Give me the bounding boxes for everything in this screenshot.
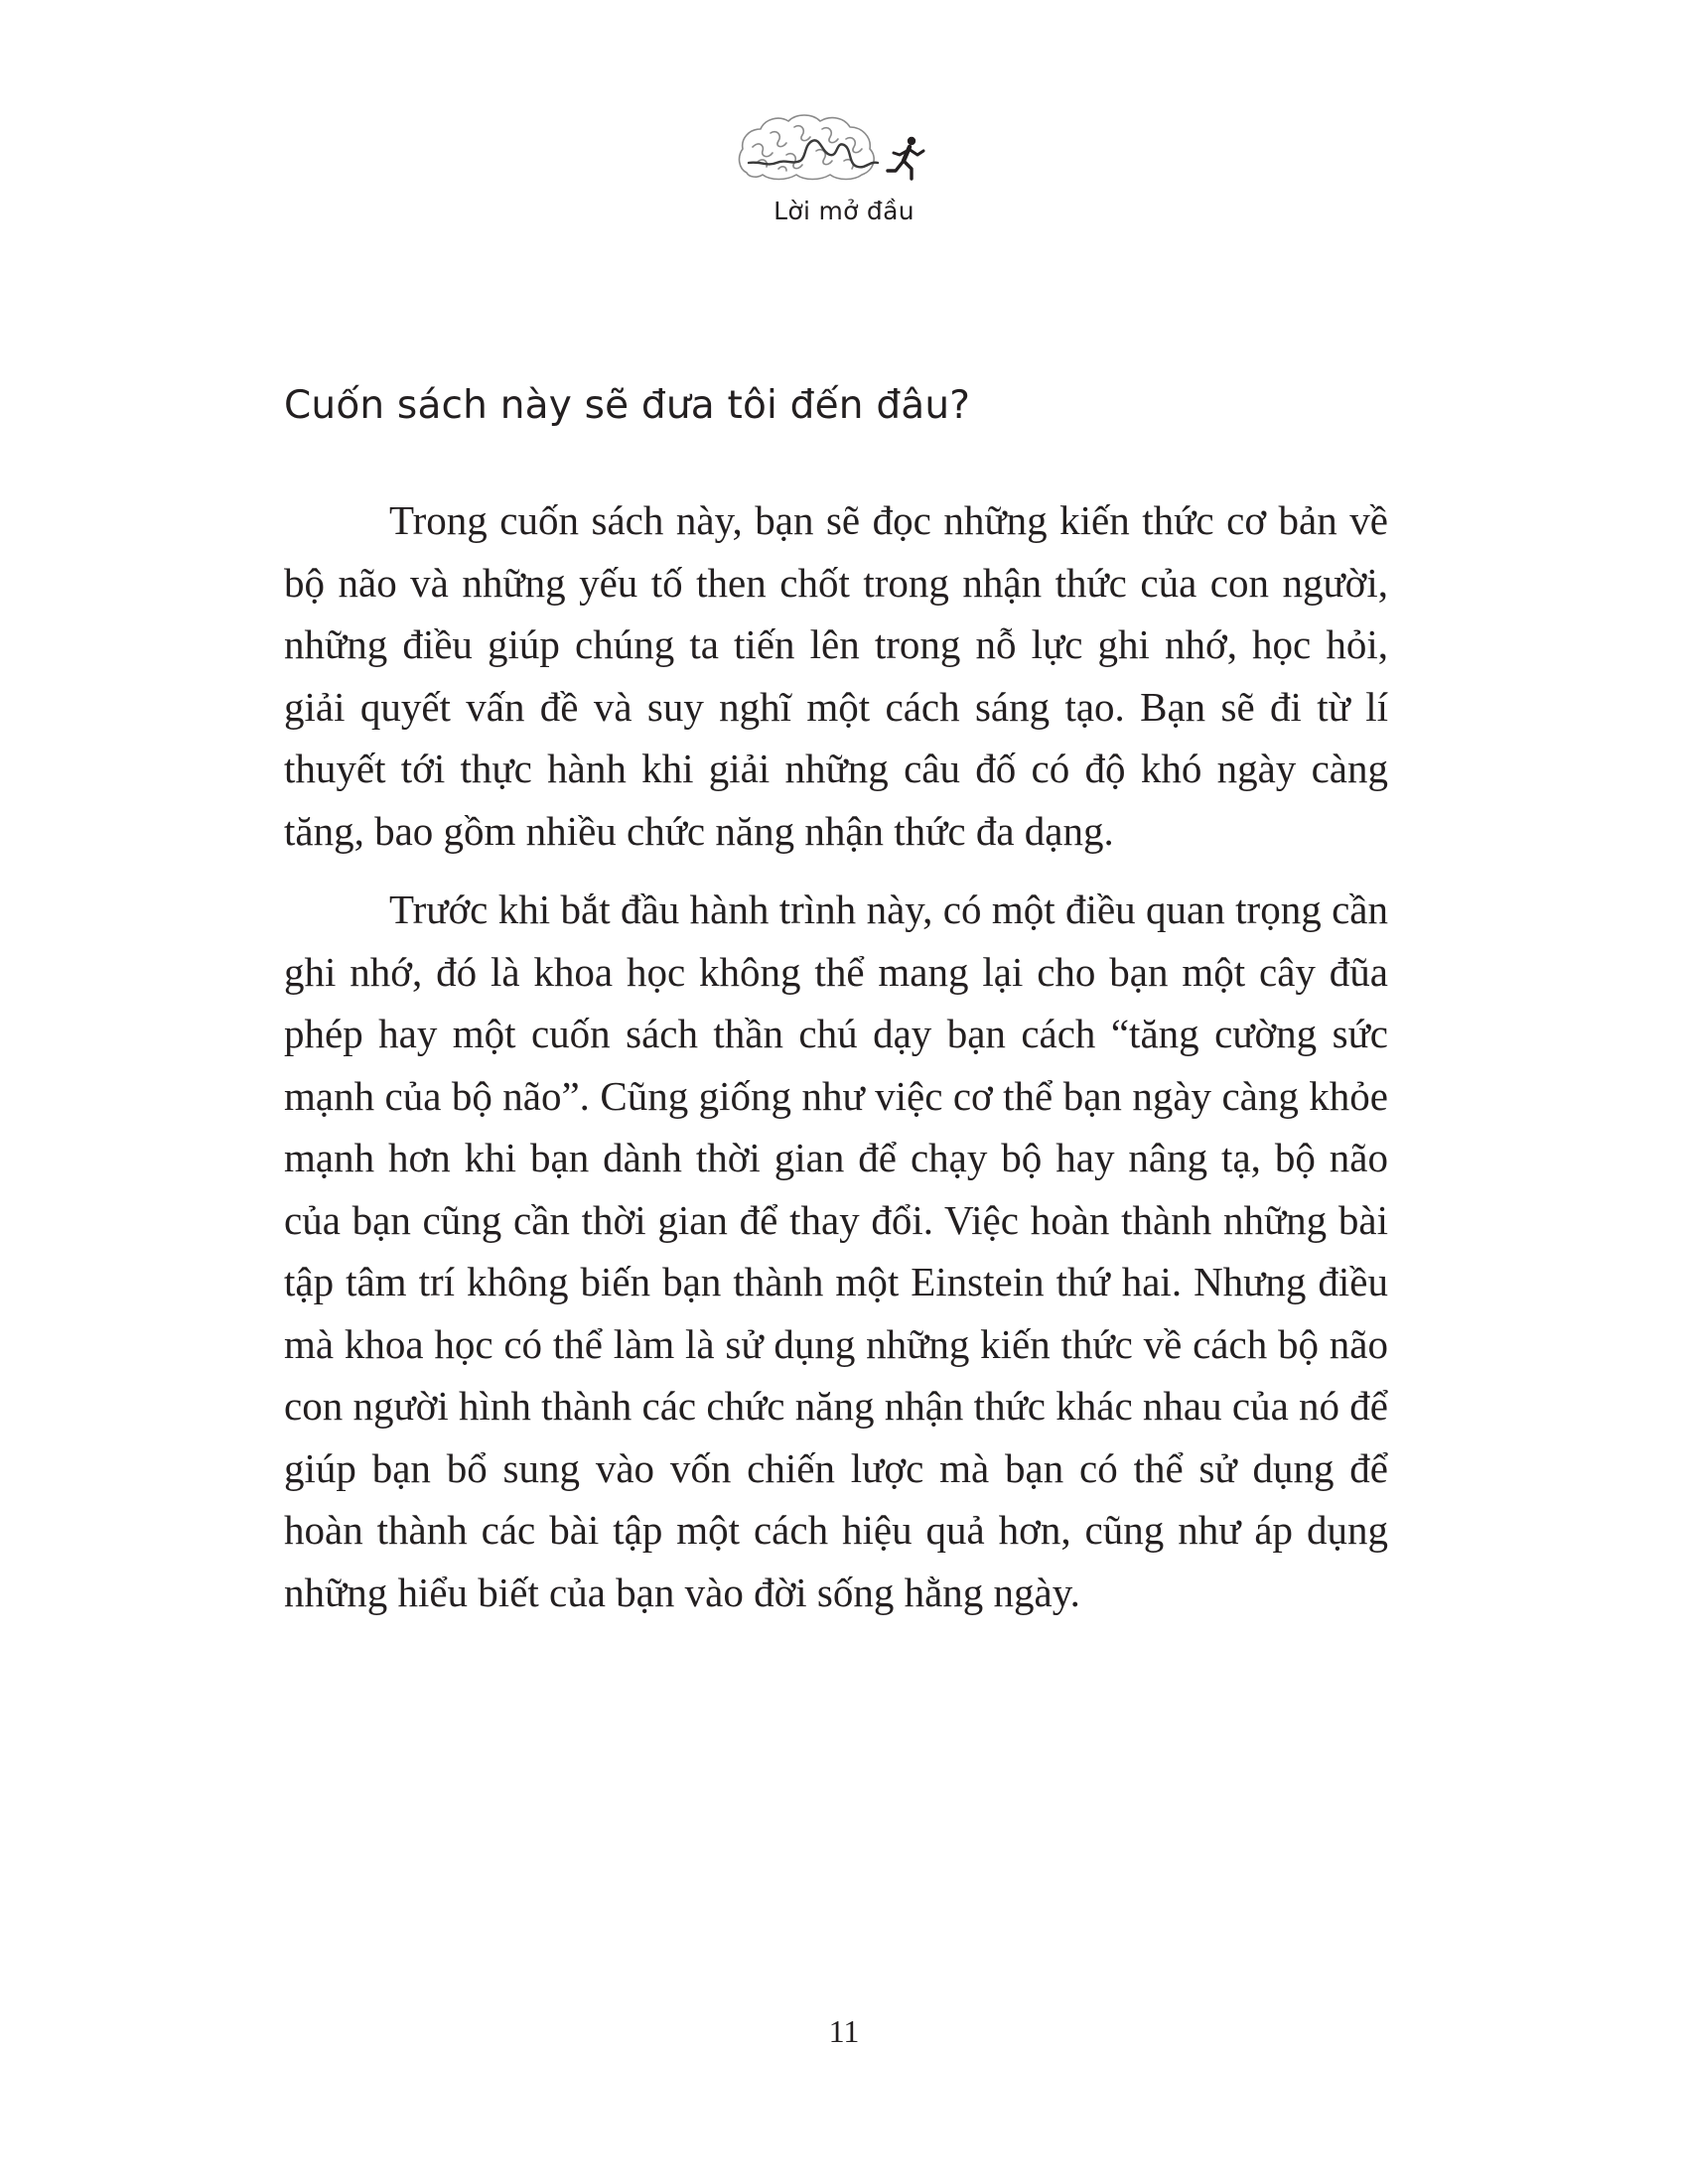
paragraph: Trước khi bắt đầu hành trình này, có một điều quan trọng cần ghi nhớ, đó là khoa học không thể mang lại cho bạn một cây đũa phép hay một cuốn sách thần chú dạy bạn cách “tăng cường sức mạnh của bộ não”. Cũng giống như việc cơ thể bạn ngày càng khỏe mạnh hơn khi bạn dành thời gian để chạy bộ hay nâng tạ, bộ não của bạn cũng cần thời gian để thay đổi. Việc hoàn thành những bài tập tâm trí không biến bạn thành một Einstein thứ hai. Nhưng điều mà khoa học có thể làm là sử dụng những kiến thức về cách bộ não con người hình thành các chức năng nhận thức khác nhau của nó để giúp bạn bổ sung vào vốn chiến lược mà bạn có thể sử dụng để hoàn thành các bài tập một cách hiệu quả hơn, cũng như áp dụng những hiểu biết của bạn vào đời sống hằng ngày. [284, 887, 1388, 1615]
running-head: Lời mở đầu [774, 197, 914, 225]
page-number: 11 [828, 2013, 860, 2049]
brain-with-runner-icon [735, 111, 949, 191]
section-heading: Cuốn sách này sẽ đưa tôi đến đâu? [284, 383, 971, 428]
body-text [284, 489, 1388, 1623]
paragraph: Trong cuốn sách này, bạn sẽ đọc những kiến thức cơ bản về bộ não và những yếu tố then chốt trong nhận thức của con người, những điều giúp chúng ta tiến lên trong nỗ lực ghi nhớ, học hỏi, giải quyết vấn đề và suy nghĩ một cách sáng tạo. Bạn sẽ đi từ lí thuyết tới thực hành khi giải những câu đố có độ khó ngày càng tăng, bao gồm nhiều chức năng nhận thức đa dạng. [284, 497, 1388, 854]
